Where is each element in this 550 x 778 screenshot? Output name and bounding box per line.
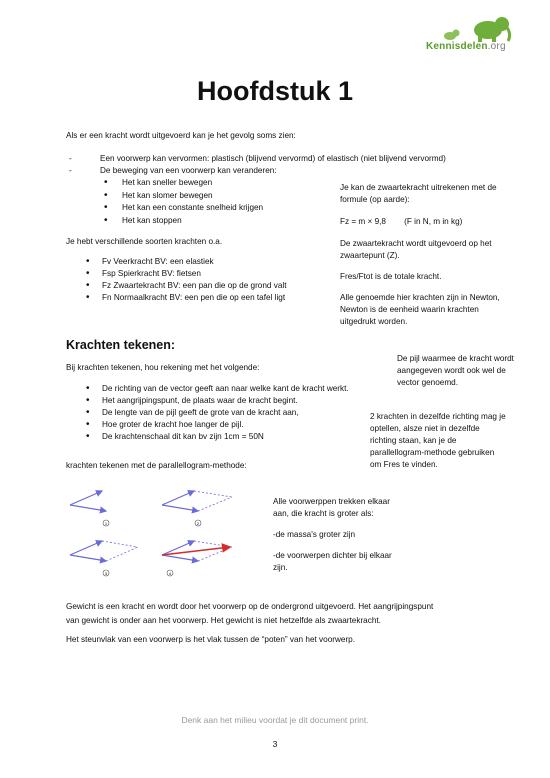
motion-item: • Het kan sneller bewegen bbox=[66, 177, 263, 189]
effects-list bbox=[66, 153, 496, 177]
newton-note: Newton is de eenheid waarin krachten bbox=[340, 305, 479, 314]
parallel-note-line: om Fres te vinden. bbox=[370, 460, 438, 469]
motion-item: • Het kan een constante snelheid krijgen bbox=[66, 202, 263, 214]
attraction-closer: zijn. bbox=[273, 563, 288, 572]
intro-text: Als er een kracht wordt uitgevoerd kan je het gevolg soms zien: bbox=[66, 131, 296, 140]
kind-item: • Fz Zwaartekracht BV: een pan die op de grond valt bbox=[66, 280, 286, 292]
page-number: 3 bbox=[272, 739, 278, 749]
support-paragraph: Het steunvlak van een voorwerp is het vlak tussen de “poten” van het voorwerp. bbox=[66, 635, 355, 644]
vector-note-line: De pijl waarmee de kracht wordt bbox=[397, 354, 514, 363]
kind-item: • Fn Normaalkracht BV: een pen die op een tafel ligt bbox=[66, 292, 286, 304]
weight-paragraph bbox=[66, 601, 506, 627]
drawing-rule: • De lengte van de pijl geeft de grote van de kracht aan, bbox=[66, 407, 349, 419]
parallel-note-line: parallellogram-methode gebruiken bbox=[370, 448, 495, 457]
kind-item: • Fsp Spierkracht BV: fietsen bbox=[66, 268, 286, 280]
gravity-formula: Fz = m × 9,8 (F in N, m in kg) bbox=[340, 217, 463, 226]
motion-item: • Het kan stoppen bbox=[66, 215, 263, 227]
motion-list bbox=[66, 177, 263, 227]
weight-line: Gewicht is een kracht en wordt door het voorwerp op de ondergrond uitgevoerd. Het aangrijpingspunt bbox=[66, 602, 434, 611]
parallel-note bbox=[370, 411, 506, 471]
attraction-block bbox=[273, 496, 433, 574]
attraction-line: Alle voorwerppen trekken elkaar bbox=[273, 497, 390, 506]
kinds-intro: Je hebt verschillende soorten krachten o.a. bbox=[66, 237, 223, 246]
gravity-line: formule (op aarde): bbox=[340, 195, 410, 204]
drawing-rule: • Hoe groter de kracht hoe langer de pijl. bbox=[66, 419, 349, 431]
parallel-intro: krachten tekenen met de parallellogram-methode: bbox=[66, 461, 247, 470]
diagram-label-2: 2 bbox=[196, 521, 200, 526]
newton-note: uitgedrukt worden. bbox=[340, 317, 408, 326]
diagram-step-3 bbox=[70, 541, 138, 561]
drawing-intro: Bij krachten tekenen, hou rekening met het volgende: bbox=[66, 363, 260, 372]
logo-text-main: Kennisdelen bbox=[426, 41, 488, 52]
vector-note-line: aangegeven wordt ook wel de bbox=[397, 366, 506, 375]
footer-note: Denk aan het milieu voordat je dit document print. bbox=[181, 715, 369, 725]
kind-item: • Fv Veerkracht BV: een elastiek bbox=[66, 256, 286, 268]
page-title: Hoofdstuk 1 bbox=[196, 76, 353, 106]
logo-text bbox=[426, 41, 506, 52]
kennisdelen-logo bbox=[420, 14, 532, 60]
gravity-block bbox=[340, 182, 540, 328]
vector-note bbox=[397, 353, 514, 389]
effect-item: - Een voorwerp kan vervormen: plastisch (blijvend vervormd) of elastisch (niet blijvend vervormd) bbox=[66, 153, 496, 165]
parallel-note-line: optellen, alsze niet in dezelfde bbox=[370, 424, 480, 433]
total-force-note: Fres/Ftot is de totale kracht. bbox=[340, 272, 442, 281]
gravity-applied-line: zwaartepunt (Z). bbox=[340, 251, 400, 260]
diagram-step-4 bbox=[162, 541, 232, 561]
drawing-rule: • De krachtenschaal dit kan bv zijn 1cm = 50N bbox=[66, 431, 349, 443]
weight-line: van gewicht is onder aan het voorwerp. Het gewicht is niet hetzelfde als zwaartekracht. bbox=[66, 616, 381, 625]
vector-note-line: vector genoemd. bbox=[397, 378, 458, 387]
newton-note: Alle genoemde hier krachten zijn in Newton, bbox=[340, 293, 500, 302]
gravity-applied-line: De zwaartekracht wordt uitgevoerd op het bbox=[340, 239, 492, 248]
parallel-note-line: 2 krachten in dezelfde richting mag je bbox=[370, 412, 506, 421]
drawing-rules-list bbox=[66, 383, 349, 443]
diagram-step-1 bbox=[70, 491, 106, 511]
attraction-mass: -de massa's groter zijn bbox=[273, 530, 356, 539]
attraction-closer: -de voorwerpen dichter bij elkaar bbox=[273, 551, 392, 560]
diagram-label-4: 4 bbox=[168, 571, 172, 576]
motion-item: • Het kan slomer bewegen bbox=[66, 190, 263, 202]
logo-text-org: .org bbox=[487, 41, 506, 52]
diagram-label-1: 1 bbox=[104, 521, 108, 526]
kinds-list bbox=[66, 256, 286, 304]
elephant-icon bbox=[420, 14, 532, 44]
drawing-rule: • Het aangrijpingspunt, de plaats waar de kracht begint. bbox=[66, 395, 349, 407]
attraction-line: aan, die kracht is groter als: bbox=[273, 509, 374, 518]
parallelogram-diagram bbox=[66, 485, 252, 581]
diagram-label-3: 3 bbox=[104, 571, 108, 576]
gravity-line: Je kan de zwaartekracht uitrekenen met de bbox=[340, 183, 497, 192]
effect-item: - De beweging van een voorwerp kan veranderen: bbox=[66, 165, 496, 177]
diagram-step-2 bbox=[162, 491, 232, 511]
drawing-rule: • De richting van de vector geeft aan naar welke kant de kracht werkt. bbox=[66, 383, 349, 395]
section-heading: Krachten tekenen: bbox=[66, 338, 176, 352]
parallel-note-line: richting staan, kan je de bbox=[370, 436, 457, 445]
